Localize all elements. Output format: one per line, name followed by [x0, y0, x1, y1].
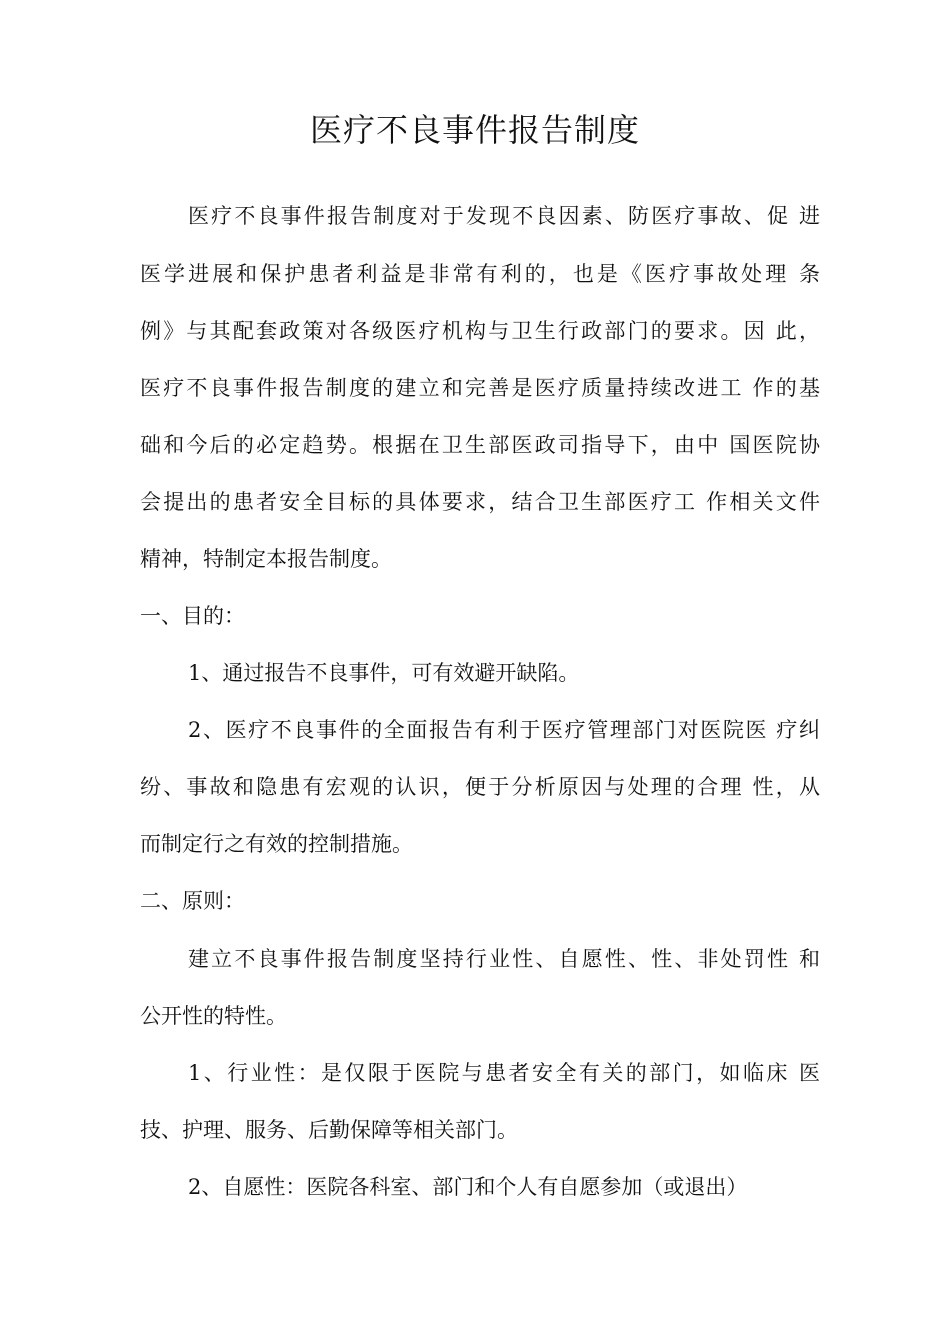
paragraph-line: 精神，特制定本报告制度。 — [140, 547, 392, 571]
paragraph-line: 而制定行之有效的控制措施。 — [140, 832, 413, 856]
section-heading: 二、原则： — [140, 889, 245, 913]
paragraph-line: 公开性的特性。 — [140, 1004, 287, 1028]
list-item: 2、自愿性：医院各科室、部门和个人有自愿参加（或退出） — [188, 1175, 748, 1199]
paragraph-line: 医疗不良事件报告制度的建立和完善是医疗质量持续改进工 作的基 — [140, 376, 820, 400]
list-item: 1、通过报告不良事件，可有效避开缺陷。 — [188, 661, 580, 685]
paragraph-line: 技、护理、服务、后勤保障等相关部门。 — [140, 1118, 518, 1142]
paragraph-line: 医疗不良事件报告制度对于发现不良因素、防医疗事故、促 进 — [188, 204, 820, 228]
paragraph-line: 建立不良事件报告制度坚持行业性、自愿性、性、非处罚性 和 — [188, 947, 820, 971]
paragraph-line: 纷、事故和隐患有宏观的认识，便于分析原因与处理的合理 性，从 — [140, 775, 820, 799]
list-item: 2、医疗不良事件的全面报告有利于医疗管理部门对医院医 疗纠 — [188, 718, 820, 742]
document-title: 医疗不良事件报告制度 — [309, 111, 640, 149]
section-heading: 一、目的： — [140, 604, 245, 628]
paragraph-line: 础和今后的必定趋势。根据在卫生部医政司指导下，由中 国医院协 — [140, 433, 820, 457]
list-item: 1、行业性：是仅限于医院与患者安全有关的部门，如临床 医 — [188, 1061, 820, 1085]
paragraph-line: 例》与其配套政策对各级医疗机构与卫生行政部门的要求。因 此， — [140, 319, 820, 343]
paragraph-line: 会提出的患者安全目标的具体要求，结合卫生部医疗工 作相关文件 — [140, 490, 820, 514]
paragraph-line: 医学进展和保护患者利益是非常有利的，也是《医疗事故处理 条 — [140, 262, 820, 286]
